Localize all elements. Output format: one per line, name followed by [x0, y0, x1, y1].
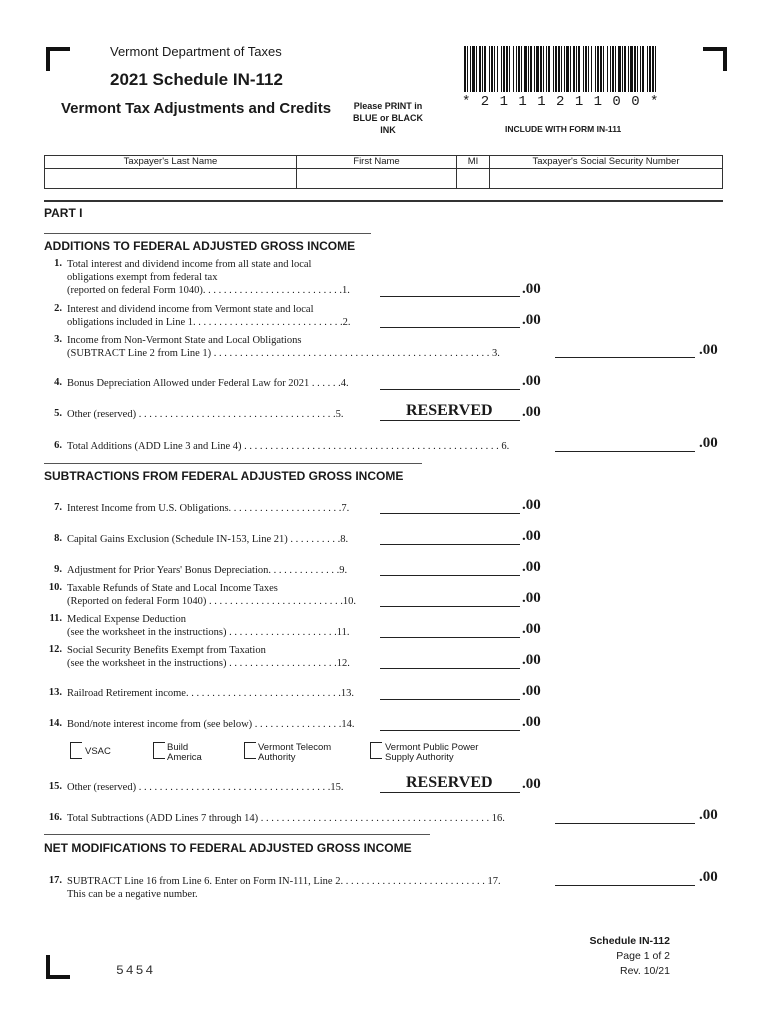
line-8-number: 8. — [54, 533, 62, 544]
line-4-number: 4. — [54, 377, 62, 388]
line-5-amount — [380, 420, 520, 421]
build-america-label-line-1: Build — [167, 742, 189, 753]
print-note-line-1: Please PRINT in — [353, 101, 423, 111]
line-17-number: 17. — [48, 875, 62, 886]
build-america-label — [167, 743, 202, 763]
vermont-telecom-label-line-1: Vermont Telecom — [258, 742, 332, 753]
line-11-number: 11. — [49, 613, 62, 624]
line-3-cents: .00 — [699, 342, 718, 358]
line-16-text: Total Subtractions (ADD Lines 7 through 14) . . . . . . . . . . . . . . . . . . . . . . . . . . . . . . . . . . . . . . . . . . . . 16. — [67, 813, 505, 824]
line-12-number: 12. — [48, 644, 62, 655]
vermont-telecom-checkbox[interactable] — [244, 742, 256, 759]
vermont-power-label-line-2: Supply Authority — [385, 752, 454, 763]
line-11-text-a: Medical Expense Deduction — [67, 614, 186, 625]
line-1-text-b: obligations exempt from federal tax — [67, 272, 218, 283]
line-17-text-a: SUBTRACT Line 16 from Line 6. Enter on Form IN-111, Line 2. . . . . . . . . . . . . . . . . . . . . . . . . . . . 17. — [67, 876, 501, 887]
line-4-text: Bonus Depreciation Allowed under Federal Law for 2021 . . . . . .4. — [67, 378, 349, 389]
line-1-cents: .00 — [522, 281, 541, 297]
line-9-number: 9. — [54, 564, 62, 575]
line-12-amount[interactable] — [380, 668, 520, 669]
vermont-power-label — [385, 743, 478, 763]
form-subtitle: Vermont Tax Adjustments and Credits — [61, 100, 332, 117]
line-10-text-b: (Reported on federal Form 1040) . . . . . . . . . . . . . . . . . . . . . . . . . .10. — [67, 596, 357, 607]
line-5-reserved: RESERVED — [406, 402, 493, 419]
line-3-text-b: (SUBTRACT Line 2 from Line 1) . . . . . . . . . . . . . . . . . . . . . . . . . . . . . . . . . . . . . . . . . . . . . . . . . . . . . 3. — [67, 348, 500, 359]
agency-name: Vermont Department of Taxes — [110, 44, 282, 59]
line-2-amount[interactable] — [380, 327, 520, 328]
net-rule — [44, 834, 430, 835]
net-heading: NET MODIFICATIONS TO FEDERAL ADJUSTED GROSS INCOME — [44, 841, 412, 855]
line-6-number: 6. — [54, 440, 62, 451]
line-6-amount[interactable] — [555, 451, 695, 452]
line-4-amount[interactable] — [380, 389, 520, 390]
line-3-amount[interactable] — [555, 357, 695, 358]
line-10-cents: .00 — [522, 590, 541, 606]
line-14-cents: .00 — [522, 714, 541, 730]
line-10-text-a: Taxable Refunds of State and Local Income Taxes — [67, 583, 278, 594]
line-1-text-c: (reported on federal Form 1040). . . . . . . . . . . . . . . . . . . . . . . . . . .1. — [67, 285, 350, 296]
line-11-text-b: (see the worksheet in the instructions) . . . . . . . . . . . . . . . . . . . . .11. — [67, 627, 350, 638]
line-8-cents: .00 — [522, 528, 541, 544]
line-9-amount[interactable] — [380, 575, 520, 576]
line-5-text: Other (reserved) . . . . . . . . . . . . . . . . . . . . . . . . . . . . . . . . . . . . . .5. — [67, 409, 344, 420]
footer-schedule: Schedule IN-112 — [589, 935, 670, 947]
line-12-cents: .00 — [522, 652, 541, 668]
line-10-amount[interactable] — [380, 606, 520, 607]
line-11-cents: .00 — [522, 621, 541, 637]
line-4-cents: .00 — [522, 373, 541, 389]
footer-page: Page 1 of 2 — [616, 950, 670, 962]
additions-rule — [44, 233, 371, 234]
line-7-number: 7. — [54, 502, 62, 513]
line-7-amount[interactable] — [380, 513, 520, 514]
mi-field[interactable] — [457, 169, 490, 189]
ssn-field[interactable] — [490, 169, 723, 189]
line-17-text-b: This can be a negative number. — [67, 889, 198, 900]
line-13-number: 13. — [48, 687, 62, 698]
include-note: INCLUDE WITH FORM IN-111 — [505, 124, 622, 134]
line-14-number: 14. — [48, 718, 62, 729]
line-15-reserved: RESERVED — [406, 774, 493, 791]
line-8-text: Capital Gains Exclusion (Schedule IN-153, Line 21) . . . . . . . . . .8. — [67, 534, 349, 545]
line-2-number: 2. — [54, 303, 62, 314]
print-note-line-2: BLUE or BLACK INK — [353, 113, 423, 135]
line-2-text-a: Interest and dividend income from Vermont state and local — [67, 304, 314, 315]
line-11-amount[interactable] — [380, 637, 520, 638]
ssn-label: Taxpayer's Social Security Number — [490, 156, 723, 169]
line-15-cents: .00 — [522, 776, 541, 792]
footer-revision: Rev. 10/21 — [619, 965, 670, 977]
form-code: 5454 — [116, 963, 156, 978]
print-note — [352, 100, 424, 136]
line-15-number: 15. — [48, 781, 62, 792]
build-america-checkbox[interactable] — [153, 742, 165, 759]
line-15-amount — [380, 792, 520, 793]
line-15-text: Other (reserved) . . . . . . . . . . . . . . . . . . . . . . . . . . . . . . . . . . . . .15. — [67, 782, 344, 793]
line-14-amount[interactable] — [380, 730, 520, 731]
line-17-cents: .00 — [699, 869, 718, 885]
vermont-telecom-label — [258, 743, 331, 763]
line-9-cents: .00 — [522, 559, 541, 575]
corner-mark-top-left — [46, 47, 70, 71]
line-5-cents: .00 — [522, 404, 541, 420]
first-name-label: First Name — [297, 156, 457, 169]
taxpayer-id-table — [44, 155, 723, 189]
line-6-cents: .00 — [699, 435, 718, 451]
line-5-number: 5. — [54, 408, 62, 419]
line-1-amount[interactable] — [380, 296, 520, 297]
line-1-text-a: Total interest and dividend income from all state and local — [67, 259, 312, 270]
line-1-number: 1. — [54, 258, 62, 269]
mi-label: MI — [457, 156, 490, 169]
vsac-checkbox[interactable] — [70, 742, 82, 759]
corner-mark-bottom-left — [46, 955, 70, 979]
last-name-field[interactable] — [45, 169, 297, 189]
line-10-number: 10. — [48, 582, 62, 593]
line-2-cents: .00 — [522, 312, 541, 328]
first-name-field[interactable] — [297, 169, 457, 189]
line-6-text: Total Additions (ADD Line 3 and Line 4) . . . . . . . . . . . . . . . . . . . . . . . . . . . . . . . . . . . . . . . . . . . . . . . . . 6. — [67, 441, 510, 452]
part-label: PART I — [44, 206, 83, 220]
line-13-text: Railroad Retirement income. . . . . . . . . . . . . . . . . . . . . . . . . . . . . .13. — [67, 688, 354, 699]
line-17-amount[interactable] — [555, 885, 695, 886]
line-3-text-a: Income from Non-Vermont State and Local Obligations — [67, 335, 302, 346]
line-12-text-a: Social Security Benefits Exempt from Taxation — [67, 645, 266, 656]
line-9-text: Adjustment for Prior Years' Bonus Depreciation. . . . . . . . . . . . . .9. — [67, 565, 348, 576]
line-8-amount[interactable] — [380, 544, 520, 545]
line-16-amount[interactable] — [555, 823, 695, 824]
line-14-text: Bond/note interest income from (see below) . . . . . . . . . . . . . . . . .14. — [67, 719, 355, 730]
barcode — [462, 46, 662, 94]
subtractions-rule — [44, 463, 422, 464]
vsac-label: VSAC — [85, 746, 111, 757]
line-3-number: 3. — [54, 334, 62, 345]
footer-block — [560, 934, 670, 979]
vermont-power-label-line-1: Vermont Public Power — [385, 742, 479, 753]
line-7-cents: .00 — [522, 497, 541, 513]
line-7-text: Interest Income from U.S. Obligations. . . . . . . . . . . . . . . . . . . . . .7. — [67, 503, 350, 514]
build-america-label-line-2: America — [167, 752, 202, 763]
line-13-cents: .00 — [522, 683, 541, 699]
corner-mark-top-right — [703, 47, 727, 71]
barcode-text: * 2 1 1 1 2 1 1 0 0 * — [462, 94, 660, 110]
vermont-telecom-label-line-2: Authority — [258, 752, 296, 763]
line-12-text-b: (see the worksheet in the instructions) . . . . . . . . . . . . . . . . . . . . .12. — [67, 658, 350, 669]
line-16-number: 16. — [48, 812, 62, 823]
additions-heading: ADDITIONS TO FEDERAL ADJUSTED GROSS INCOME — [44, 239, 356, 253]
schedule-title: 2021 Schedule IN-112 — [110, 70, 283, 89]
line-16-cents: .00 — [699, 807, 718, 823]
last-name-label: Taxpayer's Last Name — [45, 156, 297, 169]
subtractions-heading: SUBTRACTIONS FROM FEDERAL ADJUSTED GROSS INCOME — [44, 469, 404, 483]
line-2-text-b: obligations included in Line 1. . . . . . . . . . . . . . . . . . . . . . . . . . . . .2. — [67, 317, 351, 328]
vermont-power-checkbox[interactable] — [370, 742, 382, 759]
line-13-amount[interactable] — [380, 699, 520, 700]
part-divider — [44, 200, 723, 202]
